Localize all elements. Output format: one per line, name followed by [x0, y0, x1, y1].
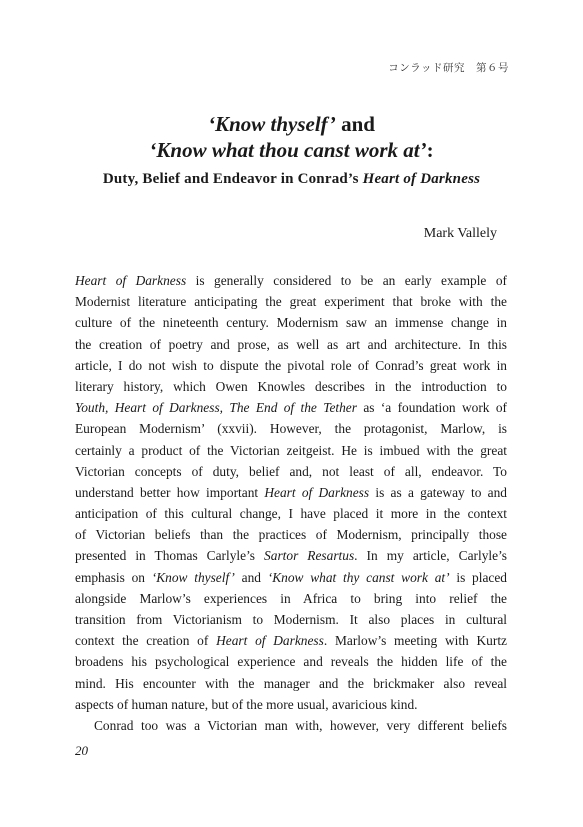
- body-line: [75, 545, 507, 566]
- body-line: anticipation of this cultural change, I have placed it more in the context: [75, 506, 507, 522]
- subtitle-text: Duty, Belief and Endeavor in Conrad’s: [102, 171, 363, 187]
- author-name: Mark Vallely: [423, 226, 497, 241]
- body-line-paragraph-start: Conrad too was a Victorian man with, however, very different beliefs: [94, 717, 507, 733]
- italic-book-title: Heart of Darkness: [216, 633, 324, 649]
- line-text: is generally considered to be an early example of: [186, 273, 507, 288]
- body-line: culture of the nineteenth century. Modernism saw an immense change in: [75, 315, 507, 331]
- page-number: 20: [75, 743, 88, 758]
- title-quote-2: ‘Know what thou canst work at’: [149, 138, 427, 162]
- italic-book-title: Sartor Resartus: [264, 548, 355, 564]
- line-text: . In my article, Carlyle’s: [354, 548, 507, 564]
- title-line-2: [60, 137, 523, 163]
- italic-book-title: Heart of Darkness: [75, 273, 187, 288]
- body-line: European Modernism’ (xxvii). However, the protagonist, Marlow, is: [75, 421, 507, 437]
- body-line: of Victorian beliefs than the practices of Modernism, principally those: [75, 527, 507, 543]
- line-text: and: [234, 569, 268, 585]
- body-line: the creation of poetry and prose, as well as art and architecture. In this: [75, 336, 507, 352]
- title-colon: :: [426, 138, 434, 162]
- running-head: コンラッド研究 第６号: [388, 63, 509, 74]
- body-line: mind. His encounter with the manager and the brickmaker also reveal: [75, 675, 507, 691]
- body-text: [75, 270, 507, 736]
- italic-book-title: Youth, Heart of Darkness, The End of the Tether: [75, 400, 357, 416]
- line-text: is placed: [449, 569, 507, 585]
- line-text: context the creation of: [75, 633, 217, 649]
- body-line: [75, 397, 507, 418]
- body-line: transition from Victorianism to Modernism. It also places in cultural: [75, 612, 507, 627]
- title-and: and: [335, 112, 375, 136]
- line-text: understand better how important: [75, 484, 265, 500]
- body-line: Modernist literature anticipating the great experiment that broke with the: [75, 294, 507, 310]
- body-line: [75, 567, 507, 588]
- body-line: broadens his psychological experience and reveals the hidden life of the: [75, 654, 507, 670]
- body-line: alongside Marlow’s experiences in Africa to bring into relief the: [75, 590, 507, 606]
- article-title: [60, 111, 523, 189]
- line-text: as ‘a foundation work of: [356, 400, 507, 416]
- line-text: . Marlow’s meeting with Kurtz: [323, 633, 507, 649]
- body-line: [75, 630, 507, 651]
- italic-quote: ‘Know thyself’: [151, 569, 235, 585]
- subtitle-book-title: Heart of Darkness: [362, 171, 481, 187]
- title-quote-1: ‘Know thyself’: [208, 112, 336, 136]
- title-line-1: [60, 111, 523, 137]
- line-text: is as a gateway to and: [369, 484, 507, 500]
- italic-book-title: Heart of Darkness: [264, 484, 370, 500]
- italic-quote: ‘Know what thy canst work at’: [267, 569, 450, 585]
- line-text: presented in Thomas Carlyle’s: [75, 548, 265, 564]
- body-line: article, I do not wish to dispute the pivotal role of Conrad’s great work in: [75, 357, 507, 373]
- body-line: literary history, which Owen Knowles describes in the introduction to: [75, 378, 507, 394]
- body-line: [75, 270, 507, 291]
- body-line: [75, 482, 507, 503]
- body-line: Victorian concepts of duty, belief and, not least of all, endeavor. To: [75, 463, 507, 479]
- body-line-paragraph-end: aspects of human nature, but of the more usual, avaricious kind.: [75, 696, 418, 712]
- article-subtitle: [60, 169, 523, 189]
- line-text: emphasis on: [75, 569, 152, 585]
- body-line: certainly a product of the Victorian zeitgeist. He is imbued with the great: [75, 442, 507, 458]
